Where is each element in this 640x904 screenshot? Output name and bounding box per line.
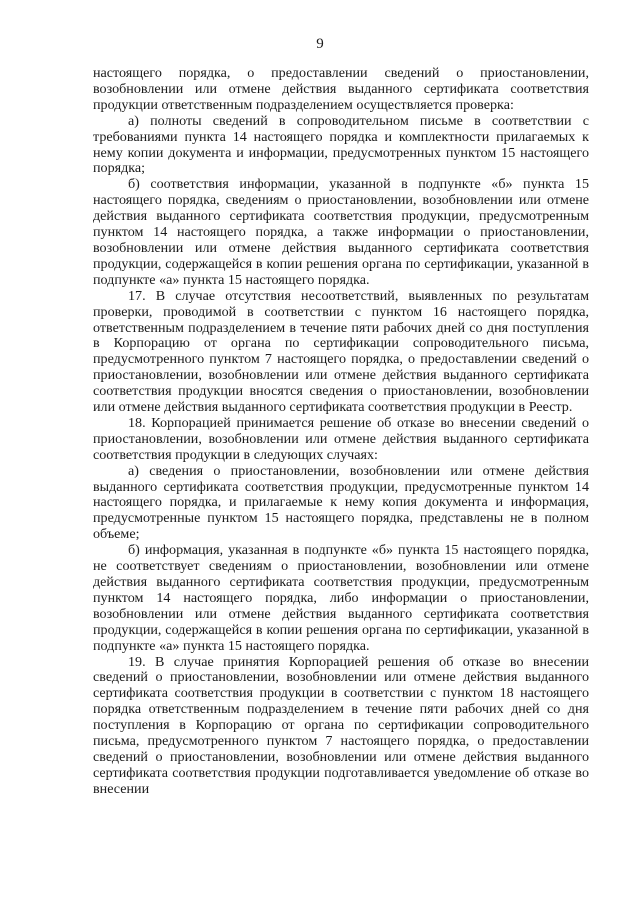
paragraph-clause-18-a: а) сведения о приостановлении, возобновлении или отмене действия выданного сертификата соответствия продукции, предусмотренные пунктом 14 настоящего порядка, и прилагаемые к нему копия документа и информация, предусмотренные пунктом 15 настоящего порядка, представлены не в полном объеме; <box>93 462 589 543</box>
paragraph-clause-18: 18. Корпорацией принимается решение об отказе во внесении сведений о приостановлении, возобновлении или отмене действия выданного сертификата соответствия продукции в следующих случаях: <box>93 414 589 463</box>
paragraph-clause-17: 17. В случае отсутствия несоответствий, выявленных по результатам проверки, проводимой в соответствии с пунктом 16 настоящего порядка, ответственным подразделением в течение пяти рабочих дней со дня поступления в Корпорацию от органа по сертификации сопроводительного письма, предусмотренного пунктом 7 настоящего порядка, о предоставлении сведений о приостановлении, возобновлении или отмене действия выданного сертификата соответствия продукции вносятся сведения о приостановлении, возобновлении или отмене действия выданного сертификата соответствия продукции в Реестр. <box>93 287 589 416</box>
paragraph-subitem-a: а) полноты сведений в сопроводительном письме в соответствии с требованиями пункта 14 настоящего порядка и комплектности прилагаемых к нему копии документа и информации, предусмотренных пунктом 15 настоящего порядка; <box>93 112 589 177</box>
paragraph-clause-19: 19. В случае принятия Корпорацией решения об отказе во внесении сведений о приостановлении, возобновлении или отмене действия выданного сертификата соответствия продукции в соответствии с пунктом 18 настоящего порядка ответственным подразделением в течение пяти рабочих дней со дня поступления в Корпорацию от органа по сертификации сопроводительного письма, предусмотренного пунктом 7 настоящего порядка, о предоставлении сведений о приостановлении, возобновлении или отмене действия выданного сертификата соответствия продукции подготавливается уведомление об отказе во внесении <box>93 653 589 797</box>
paragraph-continuation: настоящего порядка, о предоставлении сведений о приостановлении, возобновлении или отмене действия выданного сертификата соответствия продукции ответственным подразделением осуществляется проверка: <box>93 65 589 113</box>
paragraph-clause-18-b: б) информация, указанная в подпункте «б» пункта 15 настоящего порядка, не соответствует сведениям о приостановлении, возобновлении или отмене действия выданного сертификата соответствия продукции, предусмотренным пунктом 14 настоящего порядка, либо информации о приостановлении, возобновлении или отмене действия выданного сертификата соответствия продукции, содержащейся в копии решения органа по сертификации, указанной в подпункте «а» пункта 15 настоящего порядка. <box>93 542 589 654</box>
document-body <box>93 66 589 798</box>
page-number: 9 <box>316 36 324 52</box>
paragraph-subitem-b: б) соответствия информации, указанной в подпункте «б» пункта 15 настоящего порядка, сведениям о приостановлении, возобновлении или отмене действия выданного сертификата соответствия продукции, предусмотренным пунктом 14 настоящего порядка, а также информации о приостановлении, возобновлении или отмене действия выданного сертификата соответствия продукции, содержащейся в копии решения органа по сертификации, указанной в подпункте «а» пункта 15 настоящего порядка. <box>93 176 589 288</box>
